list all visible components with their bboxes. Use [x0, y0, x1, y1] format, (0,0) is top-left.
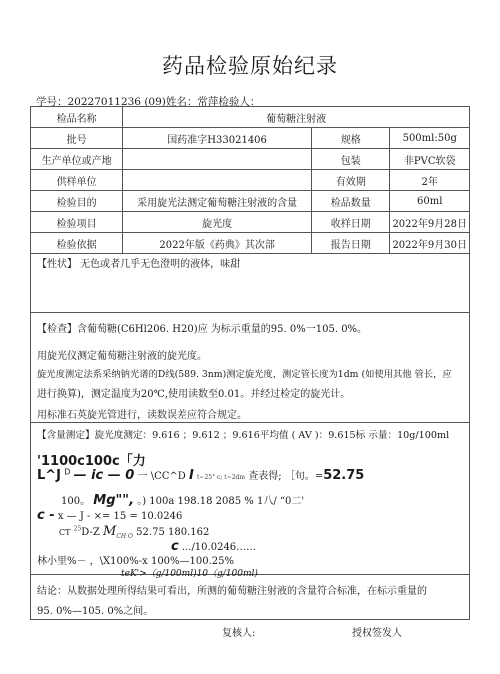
- cell-value: 60ml: [390, 191, 470, 212]
- info-table: [30, 106, 470, 254]
- table-row: [31, 128, 470, 149]
- cell-value: 2年: [390, 170, 470, 191]
- formula-line: teK'>（g/100ml)10（g/100ml): [121, 569, 258, 579]
- cell-value: 国药准字H33021406: [123, 128, 312, 149]
- content-section: [30, 423, 470, 579]
- formula-part: 52.75 180.162: [136, 527, 210, 538]
- cell-label: 生产单位或产地: [31, 149, 123, 170]
- formula-line: [61, 492, 304, 508]
- inspection-section: [30, 313, 470, 423]
- cell-label: 检验项目: [31, 212, 123, 233]
- cell-label: 收样日期: [312, 212, 390, 233]
- formula-part: .../10.0246……: [181, 542, 257, 553]
- conclusion-section: [30, 575, 470, 620]
- cell-value: 采用旋光法测定葡萄糖注射液的含量: [123, 191, 312, 212]
- formula-part: c: [171, 539, 179, 554]
- formula-part: 25: [73, 525, 82, 533]
- formula-part: Mg"",: [93, 493, 135, 508]
- cell-value: 2022年9月28日: [390, 212, 470, 233]
- cell-value: [123, 149, 312, 170]
- content-header: 【含量测定】旋光度测定：9.616 ；9.612 ；9.616平均值 ( AV )：9.615标 示量：10g/100ml: [37, 430, 450, 441]
- formula-part: 一 \CC^D: [137, 471, 186, 482]
- conclusion-line: 95. 0%—105. 0%之间。: [37, 606, 154, 617]
- cell-label: 有效期: [312, 170, 390, 191]
- formula-part: — ic — 0: [73, 468, 135, 483]
- formula-part: D-Z: [81, 527, 100, 538]
- student-id-line: 学号：20227011236 (09)姓名：常萍检验人：: [36, 96, 261, 108]
- formula-part: D: [64, 467, 71, 477]
- cell-value: 500ml:50g: [390, 128, 470, 149]
- reviewer-label: 复核人:: [222, 628, 256, 639]
- cell-value: 2022年9月30日: [390, 233, 470, 254]
- formula-part: M: [103, 524, 117, 539]
- cell-value: [123, 170, 312, 191]
- table-row: [31, 170, 470, 191]
- formula-part: 。) 100a 198.18 2085 % 1八/ “0二': [137, 496, 305, 507]
- cell-value: 2022年版《药典》其次部: [123, 233, 312, 254]
- cell-label: 检品名称: [31, 107, 123, 128]
- cell-label: 检验依据: [31, 233, 123, 254]
- formula-part: 52.75: [323, 468, 365, 483]
- inspection-line: 进行换算)，测定温度为20℃,使用读数至0.01。并经过检定的旋光计。: [37, 389, 351, 400]
- inspection-line: 【检查】含葡萄糖(C6Hl206. H20)应 为标示重量的95. 0%一105. 0%。: [37, 324, 368, 335]
- cell-value: 非PVC软袋: [390, 149, 470, 170]
- cell-label: 规格: [312, 128, 390, 149]
- formula-line: '1100c100c「力: [37, 454, 146, 469]
- cell-label: 供样单位: [31, 170, 123, 191]
- formula-part: I: [188, 468, 194, 483]
- page-title: 药品检验原始纪录: [162, 54, 338, 78]
- cell-value: 旋光度: [123, 212, 312, 233]
- formula-part: CH O: [116, 533, 133, 540]
- formula-part: 查表得; ［旬。=: [248, 471, 324, 482]
- cell-label: 报告日期: [312, 233, 390, 254]
- signer-label: 授权签发人: [352, 628, 402, 639]
- formula-line: 林小里%－ ，\X100%-x 100%—100.25%: [37, 556, 235, 567]
- table-row: [31, 191, 470, 212]
- formula-line: [37, 508, 182, 523]
- formula-line: [37, 467, 364, 483]
- formula-part: CT: [59, 528, 71, 537]
- inspection-line: 用标准石英旋光管进行，读数误差应符合规定。: [37, 410, 247, 421]
- table-row: [31, 107, 470, 128]
- cell-label: 包装: [312, 149, 390, 170]
- formula-line: [59, 524, 209, 540]
- table-row: [31, 149, 470, 170]
- formula-part: x — J - ×= 15 = 10.0246: [57, 511, 183, 522]
- formula-part: c -: [37, 508, 55, 523]
- cell-label: 检品数量: [312, 191, 390, 212]
- formula-part: L^J: [37, 468, 62, 483]
- cell-label: 批号: [31, 128, 123, 149]
- cell-value: 葡萄糖注射液: [123, 107, 470, 128]
- cell-label: 检验目的: [31, 191, 123, 212]
- properties-section: [30, 253, 470, 313]
- table-row: [31, 233, 470, 254]
- inspection-line: 旋光度测定法系采纳钠光谱的D线(589. 3nm)测定旋光度，测定管长度为1dm (如使用其他 管长，应: [37, 369, 452, 380]
- properties-text: 【性状】 无色或者几乎无色澄明的液体，味甜: [37, 259, 241, 270]
- formula-part: 100。: [61, 496, 91, 507]
- table-row: [31, 212, 470, 233]
- inspection-line: 用旋光仪测定葡萄糖注射液的旋光度。: [37, 351, 207, 362]
- conclusion-line: 结论：从数据处理所得结果可看出，所测的葡萄糖注射液的含量符合标准，在标示重量的: [37, 586, 427, 597]
- formula-part: t~25° c; t~2dm: [197, 474, 246, 481]
